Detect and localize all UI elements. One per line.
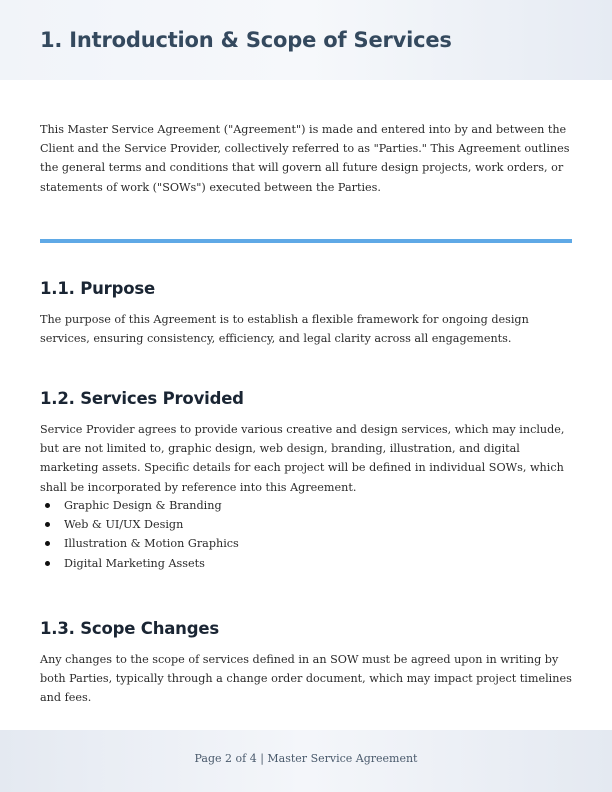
list-item: [64, 534, 239, 553]
bullet-icon: [45, 561, 50, 566]
list-item: [64, 515, 239, 534]
services-paragraph: Service Provider agrees to provide various creative and design services, which may include, but are not limited to, graphic design, web design, branding, illustration, and digital marketing assets. Specific details for each project will be defined in individual SOWs, which shall be incorporated by reference into this Agreement.: [40, 423, 565, 494]
intro-paragraph: This Master Service Agreement ("Agreement") is made and entered into by and between the Client and the Service Provider, collectively referred to as "Parties." This Agreement outlines the general terms and conditions that will govern all future design projects, work orders, or statements of work ("SOWs") executed between the Parties.: [40, 123, 570, 194]
section-divider: [40, 239, 572, 243]
bullet-icon: [45, 541, 50, 546]
page-title: 1. Introduction & Scope of Services: [40, 28, 452, 52]
list-item-label: Illustration & Motion Graphics: [64, 537, 239, 551]
bullet-icon: [45, 503, 50, 508]
list-item-label: Graphic Design & Branding: [64, 499, 222, 512]
scope-changes-heading: 1.3. Scope Changes: [40, 619, 219, 638]
page-footer: Page 2 of 4 | Master Service Agreement: [194, 752, 418, 765]
purpose-heading: 1.1. Purpose: [40, 279, 155, 298]
scope-changes-paragraph: Any changes to the scope of services defined in an SOW must be agreed upon in writing by both Parties, typically through a change order document, which may impact project timelines and fees.: [40, 653, 572, 705]
services-heading: 1.2. Services Provided: [40, 389, 244, 408]
purpose-paragraph: The purpose of this Agreement is to establish a flexible framework for ongoing design services, ensuring consistency, efficiency, and legal clarity across all engagements.: [40, 313, 529, 346]
list-item: [64, 496, 239, 515]
bullet-icon: [45, 522, 50, 527]
services-list: [40, 496, 239, 573]
list-item-label: Web & UI/UX Design: [64, 518, 184, 532]
list-item-label: Digital Marketing Assets: [64, 556, 205, 570]
list-item: [64, 554, 239, 573]
